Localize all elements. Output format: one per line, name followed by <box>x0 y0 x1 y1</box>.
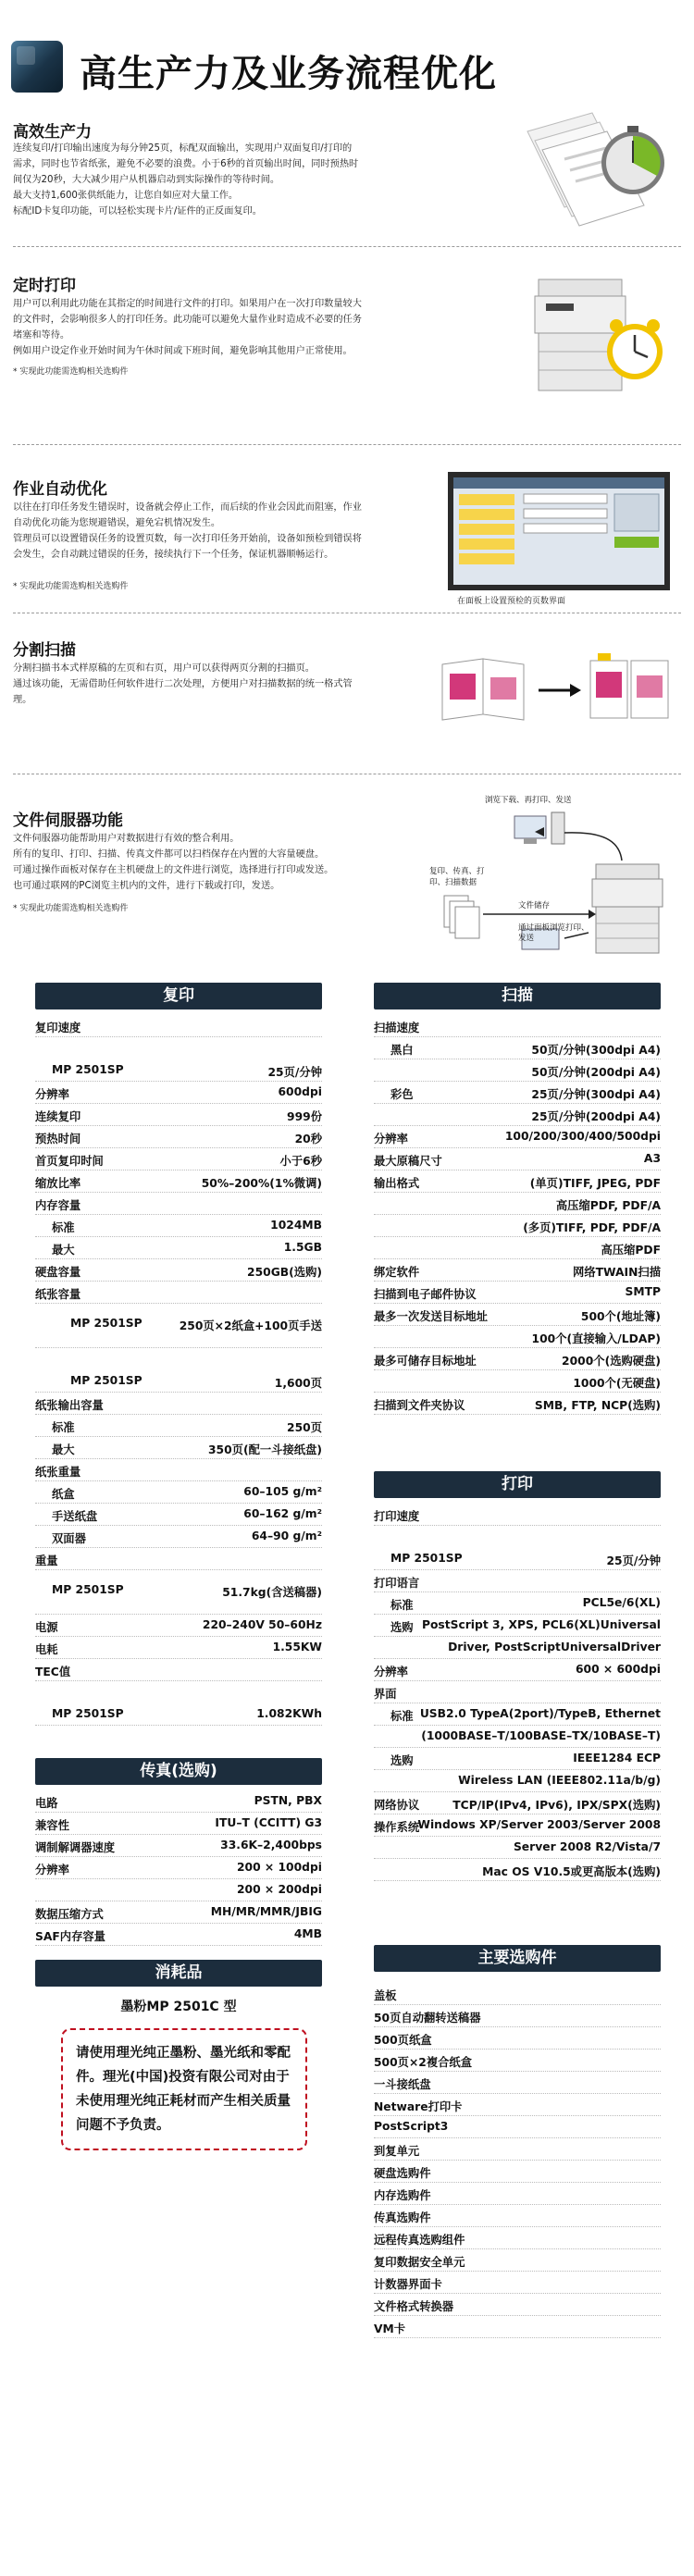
spec-row: 扫描到电子邮件协议 SMTP <box>374 1282 661 1304</box>
feature-title: 定时打印 <box>13 277 76 295</box>
spec-row: 内存容量 <box>35 1193 322 1215</box>
toner-model: 墨粉MP 2501C 型 <box>120 2000 237 2014</box>
spec-row: 100个(直接输入/LDAP) <box>374 1326 661 1348</box>
spec-row: 分辨率 600 × 600dpi <box>374 1659 661 1681</box>
spec-row: 网络协议 TCP/IP(IPv4, IPv6), IPX/SPX(选购) <box>374 1792 661 1814</box>
list-item: 一斗接纸盘 <box>374 2072 661 2094</box>
spec-row: 标准 PCL5e/6(XL) <box>374 1592 661 1615</box>
spec-row: 扫描到文件夹协议 SMB, FTP, NCP(选购) <box>374 1393 661 1415</box>
spec-row: 分辨率 600dpi <box>35 1082 322 1104</box>
feature-text: 以往在打印任务发生错误时，设备就会停止工作，而后续的作业会因此而阻塞，作业 自动优化功能为您规避错误，避免宕机情况发生。 管理员可以设置错误任务的设置页数，每一次打印任务开始前，设备如预检到错误将 会发生，会自动跳过错误的任务，接续执行下一个任务，保证机器顺畅运行。 <box>13 502 362 560</box>
spec-row: MP 2501SP 1.082KWh <box>35 1681 322 1726</box>
feature-document-server <box>0 783 694 968</box>
diagram-label-left: 复印、传真、打印、扫描数据 <box>429 867 485 887</box>
feature-job-automation <box>0 463 694 611</box>
fax-spec-panel <box>35 1758 322 1946</box>
scan-section-header: 扫描 <box>374 983 661 1009</box>
spec-row: 彩色 25页/分钟(300dpi A4) <box>374 1082 661 1104</box>
options-list <box>374 1983 661 2338</box>
feature-split-scan <box>0 622 694 751</box>
copy-section-header: 复印 <box>35 983 322 1009</box>
list-item: 盖板 <box>374 1983 661 2005</box>
spec-row: MP 2501SP 51.7kg(含送稿器) <box>35 1570 322 1615</box>
list-item: Netware打印卡 <box>374 2094 661 2116</box>
spec-row: 50页/分钟(200dpi A4) <box>374 1059 661 1082</box>
print-section-header: 打印 <box>374 1471 661 1498</box>
feature-note: * 实现此功能需选购相关选购件 <box>13 367 129 377</box>
list-item: 计数器界面卡 <box>374 2272 661 2294</box>
print-spec-rows <box>374 1504 661 1881</box>
diagram-label-top: 浏览下载、再打印、发送 <box>485 796 572 805</box>
feature-note: * 实现此功能需选购相关选购件 <box>13 582 129 591</box>
consumables-notice: 请使用理光纯正墨粉、墨光纸和零配件。理光(中国)投资有限公司对由于未使用理光纯正耗材而产生相关质量问题不予负责。 <box>61 2028 307 2150</box>
list-item: 文件格式转换器 <box>374 2294 661 2316</box>
spec-row: Driver, PostScriptUniversalDriver <box>374 1637 661 1659</box>
feature-title: 作业自动优化 <box>13 480 107 499</box>
list-item: 传真选购件 <box>374 2205 661 2227</box>
list-item: 远程传真选购组件 <box>374 2227 661 2249</box>
list-item: VM卡 <box>374 2316 661 2338</box>
section-divider <box>13 246 681 247</box>
control-panel-screen-illustration <box>448 472 670 590</box>
list-item: 500页纸盒 <box>374 2027 661 2050</box>
spec-row: 打印语言 <box>374 1570 661 1592</box>
spec-row: 25页/分钟(200dpi A4) <box>374 1104 661 1126</box>
header-logo-square <box>11 41 63 93</box>
fax-section-header: 传真(选购) <box>35 1758 322 1785</box>
spec-row: 黑白 50页/分钟(300dpi A4) <box>374 1037 661 1059</box>
spec-row: 界面 <box>374 1681 661 1703</box>
spec-row: 重量 <box>35 1548 322 1570</box>
spec-row: 200 × 200dpi <box>35 1879 322 1901</box>
list-item: 硬盘选购件 <box>374 2161 661 2183</box>
spec-row: 电耗 1.55KW <box>35 1637 322 1659</box>
diagram-label-store: 文件储存 <box>518 901 551 910</box>
spec-row: 绑定软件 网络TWAIN扫描 <box>374 1259 661 1282</box>
copy-spec-rows <box>35 1015 322 1726</box>
scan-spec-rows <box>374 1015 661 1415</box>
spec-row: 1000个(无硬盘) <box>374 1370 661 1393</box>
scan-spec-panel <box>374 983 661 1415</box>
spec-row: 选购 IEEE1284 ECP <box>374 1748 661 1770</box>
spec-row: 数据压缩方式 MH/MR/MMR/JBIG <box>35 1901 322 1924</box>
spec-row: 电路 PSTN, PBX <box>35 1790 322 1813</box>
documents-timer-illustration <box>518 104 675 242</box>
printer-clock-illustration <box>526 261 674 400</box>
diagram-label-browse: 通过面板浏览打印、发送 <box>518 923 589 943</box>
spec-row: 打印速度 <box>374 1504 661 1526</box>
copy-spec-panel <box>35 983 322 1726</box>
feature-title: 文件伺服器功能 <box>13 811 123 830</box>
spec-row: 操作系统 Windows XP/Server 2003/Server 2008 <box>374 1814 661 1837</box>
feature-text: 连续复印/打印输出速度为每分钟25页，标配双面输出，实现用户双面复印/打印的 需求，同时也节省纸张，避免不必要的浪费。小于6秒的首页输出时间，同时预热时 间仅为20秒，大大减少用户从机器启动到实际操作的等待时间。 最大支持1,600张供纸能力，让您自如应对大量工作。 标配ID卡复印功能，可以轻松实现卡片/证件的正反面复印。 <box>13 143 359 217</box>
spec-row: Server 2008 R2/Vista/7 <box>374 1837 661 1859</box>
list-item: 500页×2複合纸盒 <box>374 2050 661 2072</box>
spec-row: 标准 1024MB <box>35 1215 322 1237</box>
spec-row: 预热时间 20秒 <box>35 1126 322 1148</box>
feature-text: 分割扫描书本式样原稿的左页和右页，用户可以获得两页分割的扫描页。 通过该功能，无需借助任何软件进行二次处理，方便用户对扫描数据的统一格式管 理。 <box>13 663 353 705</box>
document-server-diagram <box>426 794 681 970</box>
spec-row: 首页复印时间 小于6秒 <box>35 1148 322 1170</box>
spec-row: 扫描速度 <box>374 1015 661 1037</box>
spec-row: 纸张输出容量 <box>35 1393 322 1415</box>
consumables-section-header: 消耗品 <box>35 1960 322 1987</box>
spec-row: 标准 250页 <box>35 1415 322 1437</box>
spec-row: 双面器 64–90 g/m² <box>35 1526 322 1548</box>
spec-row: SAF内存容量 4MB <box>35 1924 322 1946</box>
feature-note: * 实现此功能需选购相关选购件 <box>13 904 129 913</box>
spec-row: 最大 350页(配一斗接纸盘) <box>35 1437 322 1459</box>
feature-text: 用户可以利用此功能在其指定的时间进行文件的打印。如果用户在一次打印数量较大 的文件时，会影响很多人的打印任务。此功能可以避免大量作业时造成不必要的任务 堵塞和等待。 例如用户设定作业开始时间为午休时间或下班时间，避免影响其他用户正常使用。 <box>13 299 362 356</box>
options-section-header: 主要选购件 <box>374 1945 661 1972</box>
spec-row: 硬盘容量 250GB(选购) <box>35 1259 322 1282</box>
spec-row: 输出格式 (单页)TIFF, JPEG, PDF <box>374 1170 661 1193</box>
list-item: PostScript3 <box>374 2116 661 2138</box>
spec-row: 分辨率 200 × 100dpi <box>35 1857 322 1879</box>
options-panel <box>374 1945 661 2338</box>
page-header <box>0 0 694 102</box>
spec-row: 缩放比率 50%–200%(1%微调) <box>35 1170 322 1193</box>
spec-row: 纸盒 60–105 g/m² <box>35 1481 322 1504</box>
spec-row: 高压缩PDF, PDF/A <box>374 1193 661 1215</box>
spec-row: 标准 USB2.0 TypeA(2port)/TypeB, Ethernet <box>374 1703 661 1726</box>
spec-row: 选购 PostScript 3, XPS, PCL6(XL)Universal <box>374 1615 661 1637</box>
feature-title: 分割扫描 <box>13 641 76 660</box>
spec-row: 高压缩PDF <box>374 1237 661 1259</box>
list-item: 复印数据安全单元 <box>374 2249 661 2272</box>
screen-caption: 在面板上设置预检的页数界面 <box>457 597 566 606</box>
print-spec-panel <box>374 1471 661 1881</box>
list-item: 内存选购件 <box>374 2183 661 2205</box>
spec-row: MP 2501SP 250页×2纸盒+100页手送 <box>35 1304 322 1348</box>
spec-row: 连续复印 999份 <box>35 1104 322 1126</box>
spec-row: 调制解调器速度 33.6K–2,400bps <box>35 1835 322 1857</box>
spec-row: MP 2501SP 25页/分钟 <box>35 1037 322 1082</box>
list-item: 到复单元 <box>374 2138 661 2161</box>
spec-row: TEC值 <box>35 1659 322 1681</box>
spec-row: Mac OS V10.5或更高版本(选购) <box>374 1859 661 1881</box>
spec-row: 最大 1.5GB <box>35 1237 322 1259</box>
spec-row: MP 2501SP 1,600页 <box>35 1348 322 1393</box>
fax-spec-rows <box>35 1790 322 1946</box>
spec-row: 分辨率 100/200/300/400/500dpi <box>374 1126 661 1148</box>
spec-row: 手送纸盘 60–162 g/m² <box>35 1504 322 1526</box>
spec-row: 最大原稿尺寸 A3 <box>374 1148 661 1170</box>
spec-row: 纸张容量 <box>35 1282 322 1304</box>
feature-text: 文件伺服器功能帮助用户对数据进行有效的整合利用。 所有的复印、打印、扫描、传真文件都可以扫档保存在内置的大容量硬盘。 可通过操作面板对保存在主机硬盘上的文件进行浏览，选择进行打印或发送。 也可通过联网的PC浏览主机内的文件，进行下载或打印，发送。 <box>13 834 334 891</box>
spec-row: 最多一次发送目标地址 500个(地址簿) <box>374 1304 661 1326</box>
section-divider <box>13 444 681 445</box>
spec-row: 兼容性 ITU–T (CCITT) G3 <box>35 1813 322 1835</box>
spec-row: Wireless LAN (IEEE802.11a/b/g) <box>374 1770 661 1792</box>
spec-row: MP 2501SP 25页/分钟 <box>374 1526 661 1570</box>
feature-productivity <box>0 111 694 250</box>
list-item: 50页自动翻转送稿器 <box>374 2005 661 2027</box>
consumables-panel <box>35 1960 322 2198</box>
spec-row: 复印速度 <box>35 1015 322 1037</box>
spec-row: (1000BASE–T/100BASE–TX/10BASE–T) <box>374 1726 661 1748</box>
feature-title: 高效生产力 <box>13 123 92 142</box>
feature-timer-print <box>0 257 694 405</box>
spec-row: 最多可储存目标地址 2000个(选购硬盘) <box>374 1348 661 1370</box>
page-title: 高生产力及业务流程优化 <box>80 53 497 95</box>
spec-row: 纸张重量 <box>35 1459 322 1481</box>
split-scan-illustration <box>435 653 675 727</box>
spec-row: 电源 220–240V 50–60Hz <box>35 1615 322 1637</box>
spec-row: (多页)TIFF, PDF, PDF/A <box>374 1215 661 1237</box>
